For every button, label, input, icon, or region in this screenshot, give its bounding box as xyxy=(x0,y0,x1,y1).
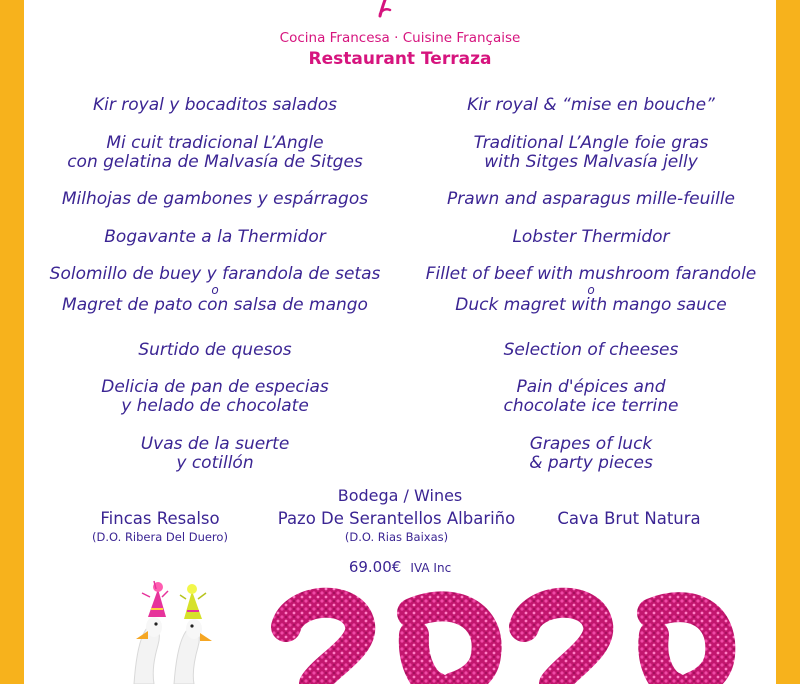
course-line: Delicia de pan de especias xyxy=(101,377,329,397)
price-amount: 69.00€ xyxy=(348,558,402,576)
course-6-en xyxy=(406,341,776,360)
course-line: y helado de chocolate xyxy=(121,396,309,416)
course-line: y cotillón xyxy=(176,453,254,473)
wine-region: (D.O. Rias Baixas) xyxy=(344,530,449,544)
course-line: Mi cuit tradicional L’Angle xyxy=(106,133,324,153)
course-line: Bogavante a la Thermidor xyxy=(104,227,326,247)
wine-item xyxy=(70,509,250,544)
course-1-en xyxy=(406,96,776,115)
course-line: Solomillo de buey y farandola de setas xyxy=(49,264,381,284)
course-line: Pain d'épices and xyxy=(516,377,666,397)
course-4-es xyxy=(30,228,400,247)
course-8-en xyxy=(406,435,776,473)
restaurant-name: Restaurant Terraza xyxy=(308,49,492,69)
course-2-en xyxy=(406,134,776,172)
course-4-en xyxy=(406,228,776,247)
year-2020-decoration xyxy=(286,603,720,684)
course-line: Prawn and asparagus mille-feuille xyxy=(446,189,735,209)
course-line: Fillet of beef with mushroom farandole xyxy=(425,264,757,284)
wine-region: (D.O. Ribera Del Duero) xyxy=(92,530,228,544)
course-5-es xyxy=(30,265,400,315)
course-6-es xyxy=(30,341,400,360)
course-line: Lobster Thermidor xyxy=(512,227,670,247)
course-5-en xyxy=(406,265,776,315)
wines-title: Bodega / Wines xyxy=(337,486,463,505)
course-line: Duck magret with mango sauce xyxy=(455,295,727,315)
course-line: Kir royal y bocaditos salados xyxy=(93,95,337,115)
party-hat-right xyxy=(180,584,206,619)
course-8-es xyxy=(30,435,400,473)
or-separator: o xyxy=(211,283,219,297)
goose-left xyxy=(134,617,162,684)
course-3-en xyxy=(406,190,776,209)
logo-mark xyxy=(344,0,424,20)
course-1-es xyxy=(30,96,400,115)
course-line: Milhojas de gambones y espárragos xyxy=(61,189,369,209)
or-separator: o xyxy=(587,283,595,297)
menu-price xyxy=(24,557,776,576)
course-2-es xyxy=(30,134,400,172)
course-line: chocolate ice terrine xyxy=(503,396,679,416)
course-line: Grapes of luck xyxy=(529,434,653,454)
wine-name: Cava Brut Natura xyxy=(557,509,701,528)
course-line: with Sitges Malvasía jelly xyxy=(484,152,698,172)
wine-name: Pazo De Serantellos Albariño xyxy=(277,509,516,528)
wine-item xyxy=(544,509,714,528)
course-line: con gelatina de Malvasía de Sitges xyxy=(67,152,363,172)
new-year-artwork xyxy=(24,575,776,684)
course-line: Kir royal & “mise en bouche” xyxy=(467,95,715,115)
cuisine-subtitle: Cocina Francesa · Cuisine Française xyxy=(279,30,521,46)
course-7-es xyxy=(30,378,400,416)
party-hat-left xyxy=(142,581,168,617)
course-line: Magret de pato con salsa de mango xyxy=(62,295,368,315)
course-3-es xyxy=(30,190,400,209)
course-line: Surtido de quesos xyxy=(138,340,292,360)
course-line: & party pieces xyxy=(529,453,653,473)
course-line: Selection of cheeses xyxy=(503,340,679,360)
course-line: Uvas de la suerte xyxy=(140,434,290,454)
price-tax-note: IVA Inc xyxy=(410,561,452,575)
course-line: Traditional L’Angle foie gras xyxy=(473,133,709,153)
wine-item xyxy=(264,509,529,544)
wine-name: Fincas Resalso xyxy=(100,509,220,528)
menu-page xyxy=(24,0,776,684)
goose-right xyxy=(174,619,212,684)
course-7-en xyxy=(406,378,776,416)
